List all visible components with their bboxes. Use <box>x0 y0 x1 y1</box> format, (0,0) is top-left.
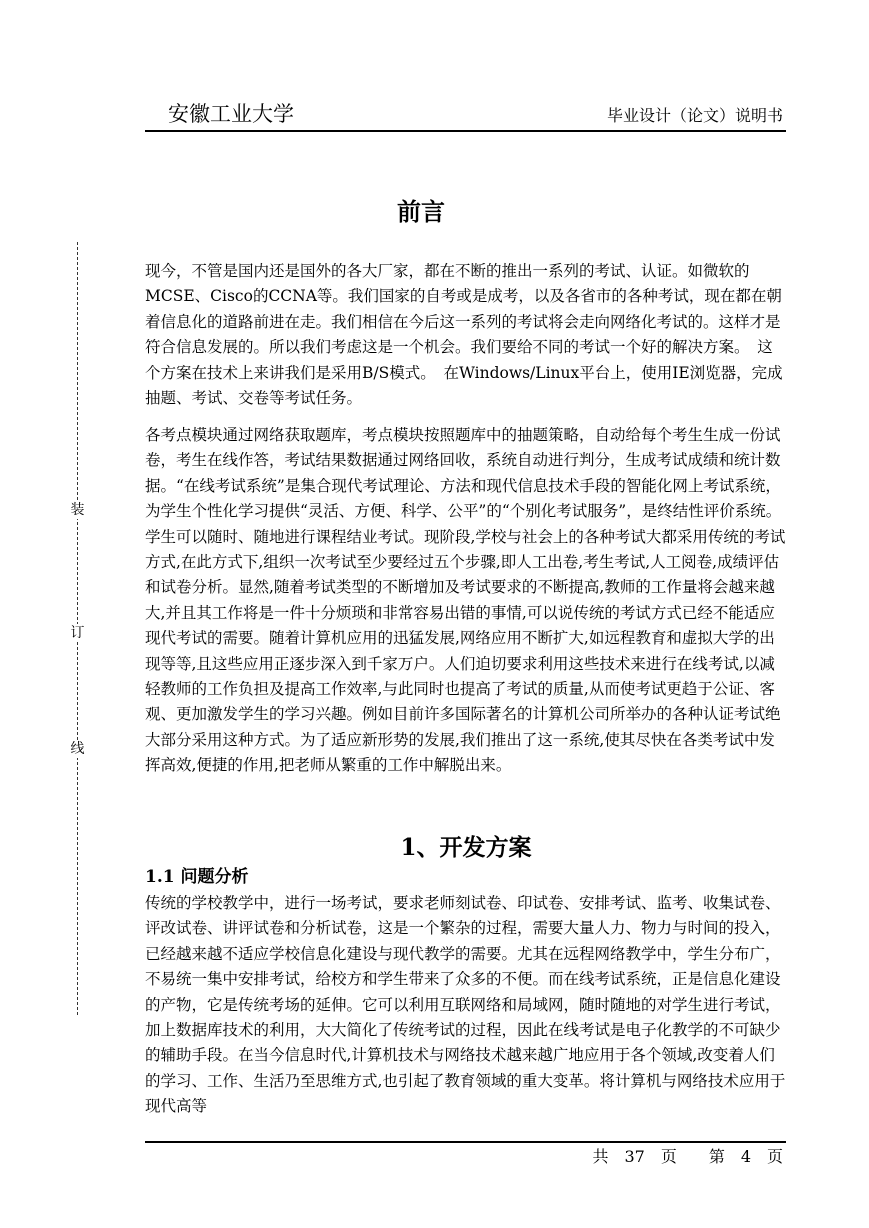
paragraph-text: 传统的学校教学中，进行一场考试，要求老师刻试卷、印试卷、安排考试、监考、收集试卷、评改试卷、讲评试卷和分析试卷，这是一个繁杂的过程，需要大量人力、物力与时间的投入，已经越来越不适应学校信息化建设与现代教学的需要。尤其在远程网络教学中，学生分布广，不易统一集中安排考试，给校方和学生带来了众多的不便。而在线考试系统，正是信息化建设的产物，它是传统考场的延伸。它可以利用互联网络和局域网，随时随地的对学生进行考试，加上数据库技术的利用，大大简化了传统考试的过程，因此在线考试是电子化教学的不可缺少的辅助手段。在当今信息时代,计算机技术与网络技术越来越广地应用于各个领域,改变着人们的学习、工作、生活乃至思维方式,也引起了教育领域的重大变革。将计算机与网络技术应用于现代高等 <box>145 894 786 1116</box>
university-name: 安徽工业大学 <box>168 102 294 126</box>
binding-char-xian: 线 <box>70 741 85 757</box>
paragraph-text: 现今，不管是国内还是国外的各大厂家，都在不断的推出一系列的考试、认证。如微软的MCSE、Cisco的CCNA等。我们国家的自考或是成考，以及各省市的各种考试，现在都在朝着信息化的道路前进在走。我们相信在今后这一系列的考试将会走向网络化考试的。这样才是符合信息发展的。所以我们考虑这是一个机会。我们要给不同的考试一个好的解决方案。 这个方案在技术上来讲我们是采用B/S模式。 在Windows/Linux平台上，使用IE浏览器，完成抽题、考试、交卷等考试任务。 <box>145 262 783 408</box>
binding-char-zhuang: 装 <box>70 502 85 518</box>
preface-paragraph-1 <box>145 259 786 411</box>
document-type: 毕业设计（论文）说明书 <box>606 106 783 125</box>
header-rule <box>145 130 786 132</box>
section-paragraph <box>145 891 786 1120</box>
section-heading: 1、开发方案 <box>400 834 532 861</box>
subsection-heading: 1.1 问题分析 <box>145 867 249 887</box>
paragraph-text: 各考点模块通过网络获取题库，考点模块按照题库中的抽题策略，自动给每个考生生成一份试卷，考生在线作答，考试结果数据通过网络回收，系统自动进行判分，生成考试成绩和统计数据。“在线考试系统”是集合现代考试理论、方法和现代信息技术手段的智能化网上考试系统，为学生个性化学习提供“灵活、方便、科学、公平”的“个别化考试服务”，是终结性评价系统。学生可以随时、随地进行课程结业考试。现阶段,学校与社会上的各种考试大都采用传统的考试方式,在此方式下,组织一次考试至少要经过五个步骤,即人工出卷,考生考试,人工阅卷,成绩评估和试卷分析。显然,随着考试类型的不断增加及考试要求的不断提高,教师的工作量将会越来越大,并且其工作将是一件十分烦琐和非常容易出错的事情,可以说传统的考试方式已经不能适应现代考试的需要。随着计算机应用的迅猛发展,网络应用不断扩大,如远程教育和虚拟大学的出现等等,且这些应用正逐步深入到千家万户。人们迫切要求利用这些技术来进行在线考试,以减轻教师的工作负担及提高工作效率,与此同时也提高了考试的质量,从而使考试更趋于公证、客观、更加激发学生的学习兴趣。例如目前许多国际著名的计算机公司所举办的各种认证考试绝大部分采用这种方式。为了适应新形势的发展,我们推出了这一系统,使其尽快在各类考试中发挥高效,便捷的作用,把老师从繁重的工作中解脱出来。 <box>145 426 786 775</box>
page-number: 共 37 页 第 4 页 <box>592 1147 783 1166</box>
footer-rule <box>145 1141 786 1143</box>
binding-char-ding: 订 <box>70 625 85 641</box>
preface-paragraph-2 <box>145 423 786 779</box>
preface-title: 前言 <box>397 197 445 226</box>
